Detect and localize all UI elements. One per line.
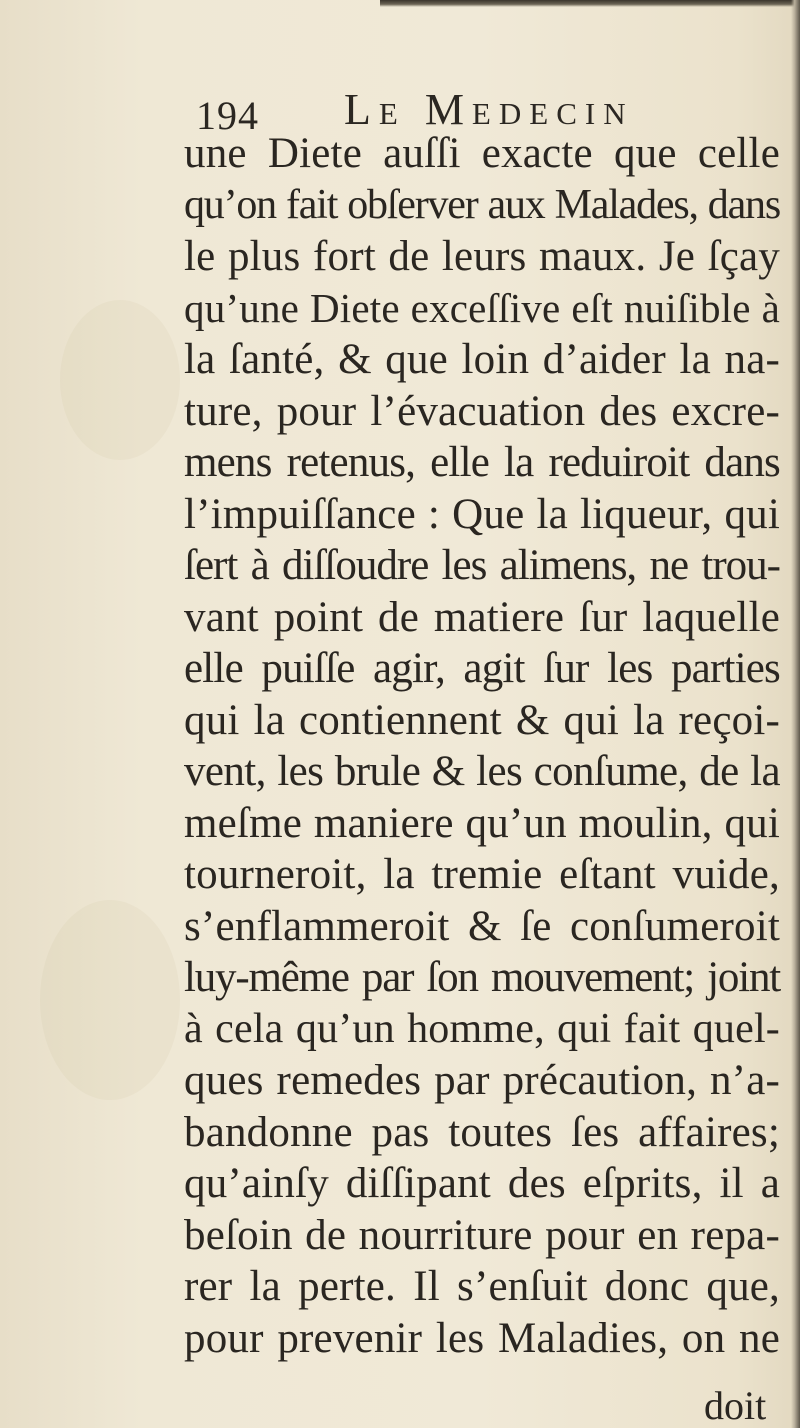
text-line: tourneroit, la tremie eſtant vuide, <box>184 851 780 898</box>
text-line: qu’une Diete exceſſive eſt nuiſible à <box>184 284 780 331</box>
paper-stain <box>40 900 180 1100</box>
text-line: rer la perte. Il s’enſuit donc que, <box>184 1263 780 1310</box>
text-line: pour prevenir les Maladies, on ne <box>184 1314 780 1362</box>
text-line: ture, pour l’évacuation des excre- <box>184 387 780 435</box>
text-line: une Diete auſſi exacte que celle <box>184 130 780 177</box>
body-text <box>184 128 780 1364</box>
text-line: le plus fort de leurs maux. Je ſçay <box>184 233 780 280</box>
text-line: meſme maniere qu’un moulin, qui <box>184 799 780 847</box>
text-line: qui la contiennent & qui la reçoi- <box>184 696 780 744</box>
running-title: Le Medecin <box>344 85 634 134</box>
text-line: bandonne pas toutes ſes affaires; <box>184 1108 780 1156</box>
text-line: luy-même par ſon mouvement; joint <box>184 954 780 1001</box>
text-line: qu’on fait obſerver aux Malades, dans <box>184 181 780 228</box>
text-line: à cela qu’un homme, qui fait quel- <box>184 1005 780 1052</box>
catchword: doit <box>704 1383 767 1428</box>
page-gutter-shadow <box>791 0 800 1428</box>
text-line: la ſanté, & que loin d’aider la na- <box>184 336 780 383</box>
text-line: l’impuiſſance : Que la liqueur, qui <box>184 490 780 538</box>
text-line: beſoin de nourriture pour en repa- <box>184 1211 780 1259</box>
paper-stain <box>60 300 180 460</box>
text-line: ques remedes par précaution, n’a- <box>184 1057 780 1104</box>
text-line: ſert à diſſoudre les alimens, ne trou- <box>184 542 780 589</box>
text-line: qu’ainſy diſſipant des eſprits, il a <box>184 1160 780 1207</box>
text-line: s’enflammeroit & ſe conſumeroit <box>184 902 780 950</box>
page-number: 194 <box>196 93 259 138</box>
text-line: mens retenus, elle la reduiroit dans <box>184 439 780 486</box>
text-line: vant point de matiere ſur laquelle <box>184 593 780 641</box>
page-top-shadow <box>380 0 800 7</box>
text-line: vent, les brule & les conſume, de la <box>184 748 780 795</box>
text-line: elle puiſſe agir, agit ſur les parties <box>184 645 780 692</box>
